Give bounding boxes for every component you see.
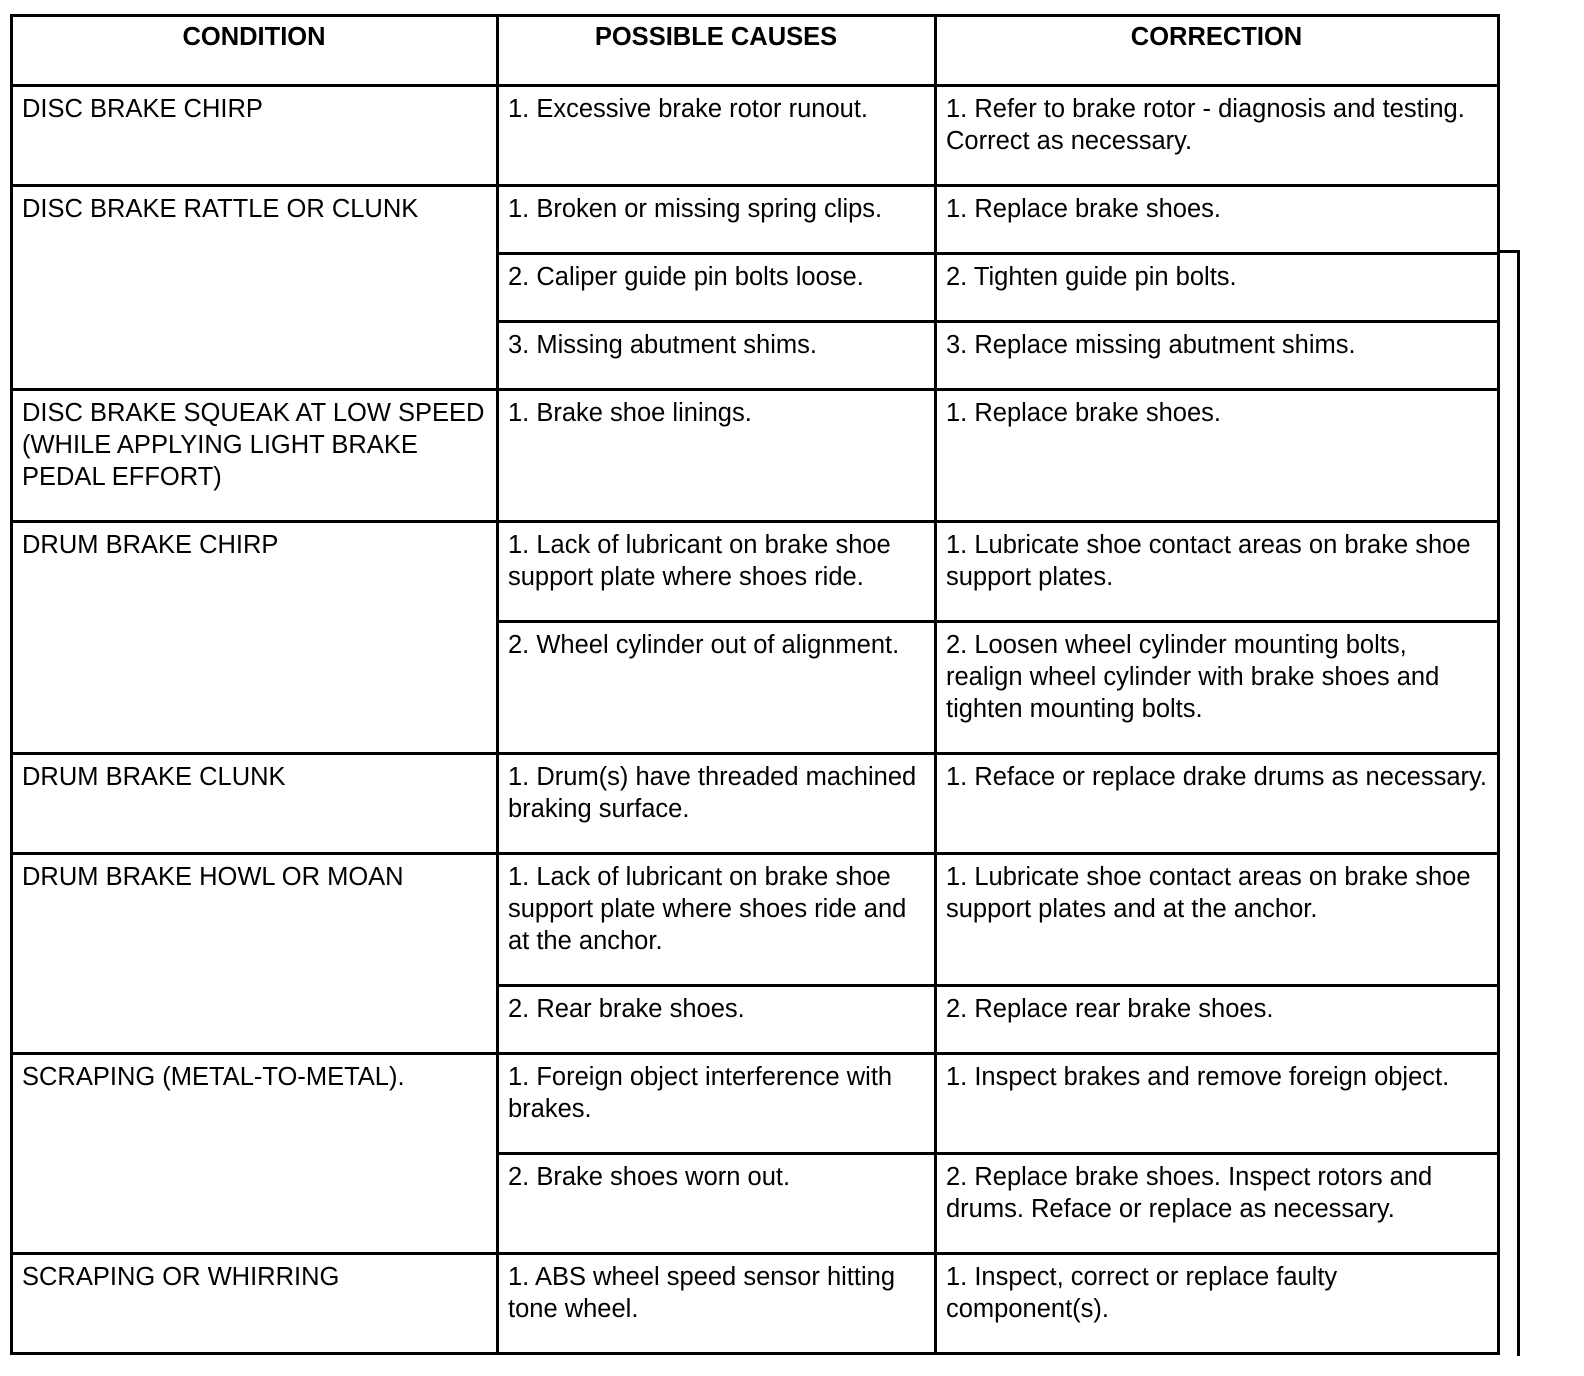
table-row [12, 754, 1499, 854]
cause-cell: 2. Caliper guide pin bolts loose. [498, 254, 936, 322]
table-row [12, 390, 1499, 522]
correction-cell: 1. Refer to brake rotor - diagnosis and testing. Correct as necessary. [936, 86, 1499, 186]
condition-cell: SCRAPING OR WHIRRING [12, 1254, 498, 1354]
cause-cell: 1. Excessive brake rotor runout. [498, 86, 936, 186]
correction-cell: 3. Replace missing abutment shims. [936, 322, 1499, 390]
cause-cell: 1. Lack of lubricant on brake shoe support plate where shoes ride and at the anchor. [498, 854, 936, 986]
correction-cell: 1. Replace brake shoes. [936, 390, 1499, 522]
condition-cell: DRUM BRAKE CHIRP [12, 522, 498, 754]
table-row [12, 186, 1499, 254]
correction-cell: 1. Replace brake shoes. [936, 186, 1499, 254]
cause-cell: 1. Broken or missing spring clips. [498, 186, 936, 254]
table-row [12, 86, 1499, 186]
correction-cell: 2. Loosen wheel cylinder mounting bolts, realign wheel cylinder with brake shoes and tighten mounting bolts. [936, 622, 1499, 754]
header-possible-causes: POSSIBLE CAUSES [498, 16, 936, 86]
cause-cell: 1. Brake shoe linings. [498, 390, 936, 522]
table-row [12, 522, 1499, 622]
condition-cell: DRUM BRAKE HOWL OR MOAN [12, 854, 498, 1054]
cause-cell: 2. Brake shoes worn out. [498, 1154, 936, 1254]
correction-cell: 1. Inspect brakes and remove foreign object. [936, 1054, 1499, 1154]
cause-cell: 1. ABS wheel speed sensor hitting tone wheel. [498, 1254, 936, 1354]
header-row [12, 16, 1499, 86]
right-border-rule [1517, 250, 1520, 1356]
correction-cell: 1. Reface or replace drake drums as necessary. [936, 754, 1499, 854]
cause-cell: 1. Lack of lubricant on brake shoe support plate where shoes ride. [498, 522, 936, 622]
condition-cell: DISC BRAKE RATTLE OR CLUNK [12, 186, 498, 390]
table-row [12, 1054, 1499, 1154]
cause-cell: 3. Missing abutment shims. [498, 322, 936, 390]
correction-cell: 2. Tighten guide pin bolts. [936, 254, 1499, 322]
condition-cell: DISC BRAKE CHIRP [12, 86, 498, 186]
condition-cell: SCRAPING (METAL-TO-METAL). [12, 1054, 498, 1254]
correction-cell: 2. Replace brake shoes. Inspect rotors and drums. Reface or replace as necessary. [936, 1154, 1499, 1254]
correction-cell: 2. Replace rear brake shoes. [936, 986, 1499, 1054]
condition-cell: DISC BRAKE SQUEAK AT LOW SPEED (WHILE APPLYING LIGHT BRAKE PEDAL EFFORT) [12, 390, 498, 522]
cause-cell: 1. Drum(s) have threaded machined braking surface. [498, 754, 936, 854]
cause-cell: 2. Wheel cylinder out of alignment. [498, 622, 936, 754]
condition-cell: DRUM BRAKE CLUNK [12, 754, 498, 854]
header-correction: CORRECTION [936, 16, 1499, 86]
correction-cell: 1. Inspect, correct or replace faulty component(s). [936, 1254, 1499, 1354]
brake-noise-diagnosis-table [10, 14, 1500, 1355]
table-row [12, 854, 1499, 986]
correction-cell: 1. Lubricate shoe contact areas on brake shoe support plates. [936, 522, 1499, 622]
cause-cell: 1. Foreign object interference with brakes. [498, 1054, 936, 1154]
correction-cell: 1. Lubricate shoe contact areas on brake shoe support plates and at the anchor. [936, 854, 1499, 986]
cause-cell: 2. Rear brake shoes. [498, 986, 936, 1054]
header-condition: CONDITION [12, 16, 498, 86]
table-row [12, 1254, 1499, 1354]
